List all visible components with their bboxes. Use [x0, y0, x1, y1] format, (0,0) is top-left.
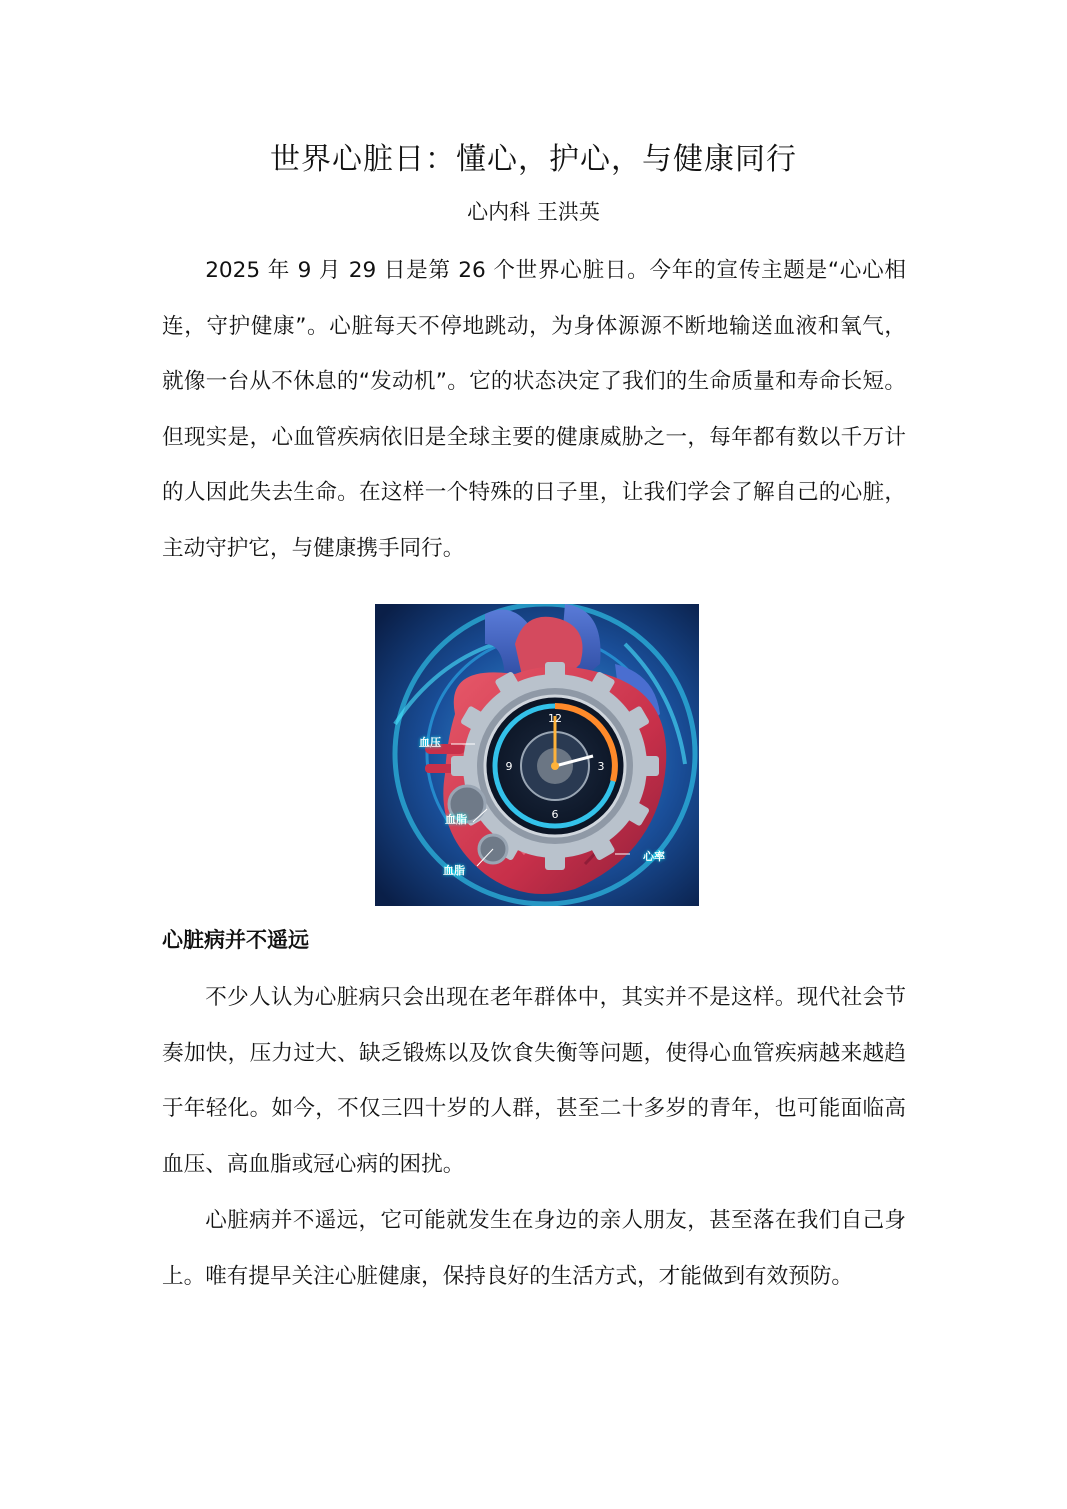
clock-number: 6	[551, 808, 559, 821]
intro-paragraph: 2025 年 9 月 29 日是第 26 个世界心脏日。今年的宣传主题是“心心相连，守护健康”。心脏每天不停地跳动，为身体源源不断地输送血液和氧气，就像一台从不休息的“发动机”。它的状态决定了我们的生命质量和寿命长短。但现实是，心血管疾病依旧是全球主要的健康威胁之一，每年都有数以千万计的人因此失去生命。在这样一个特殊的日子里，让我们学会了解自己的心脏，主动守护它，与健康携手同行。	[162, 258, 906, 561]
heart-engine-illustration	[375, 604, 699, 906]
clock-number: 9	[505, 760, 513, 773]
author-line: 心内科 王洪英	[467, 200, 600, 224]
label-heart-rate: 心率	[643, 850, 665, 863]
clock-number: 3	[597, 760, 605, 773]
label-blood-lipid-2: 血脂	[443, 864, 465, 877]
section-paragraph: 心脏病并不遥远，它可能就发生在身边的亲人朋友，甚至落在我们自己身上。唯有提早关注心脏健康，保持良好的生活方式，才能做到有效预防。	[162, 1208, 906, 1289]
section-paragraph: 不少人认为心脏病只会出现在老年群体中，其实并不是这样。现代社会节奏加快，压力过大、缺乏锻炼以及饮食失衡等问题，使得心血管疾病越来越趋于年轻化。如今，不仅三四十岁的人群，甚至二十多岁的青年，也可能面临高血压、高血脂或冠心病的困扰。	[162, 985, 906, 1177]
clock-number: 12	[548, 712, 562, 725]
label-blood-pressure: 血压	[419, 736, 441, 749]
article-title: 世界心脏日：懂心，护心，与健康同行	[270, 142, 797, 177]
section-heading: 心脏病并不遥远	[162, 928, 309, 952]
label-blood-lipid: 血脂	[445, 813, 467, 826]
